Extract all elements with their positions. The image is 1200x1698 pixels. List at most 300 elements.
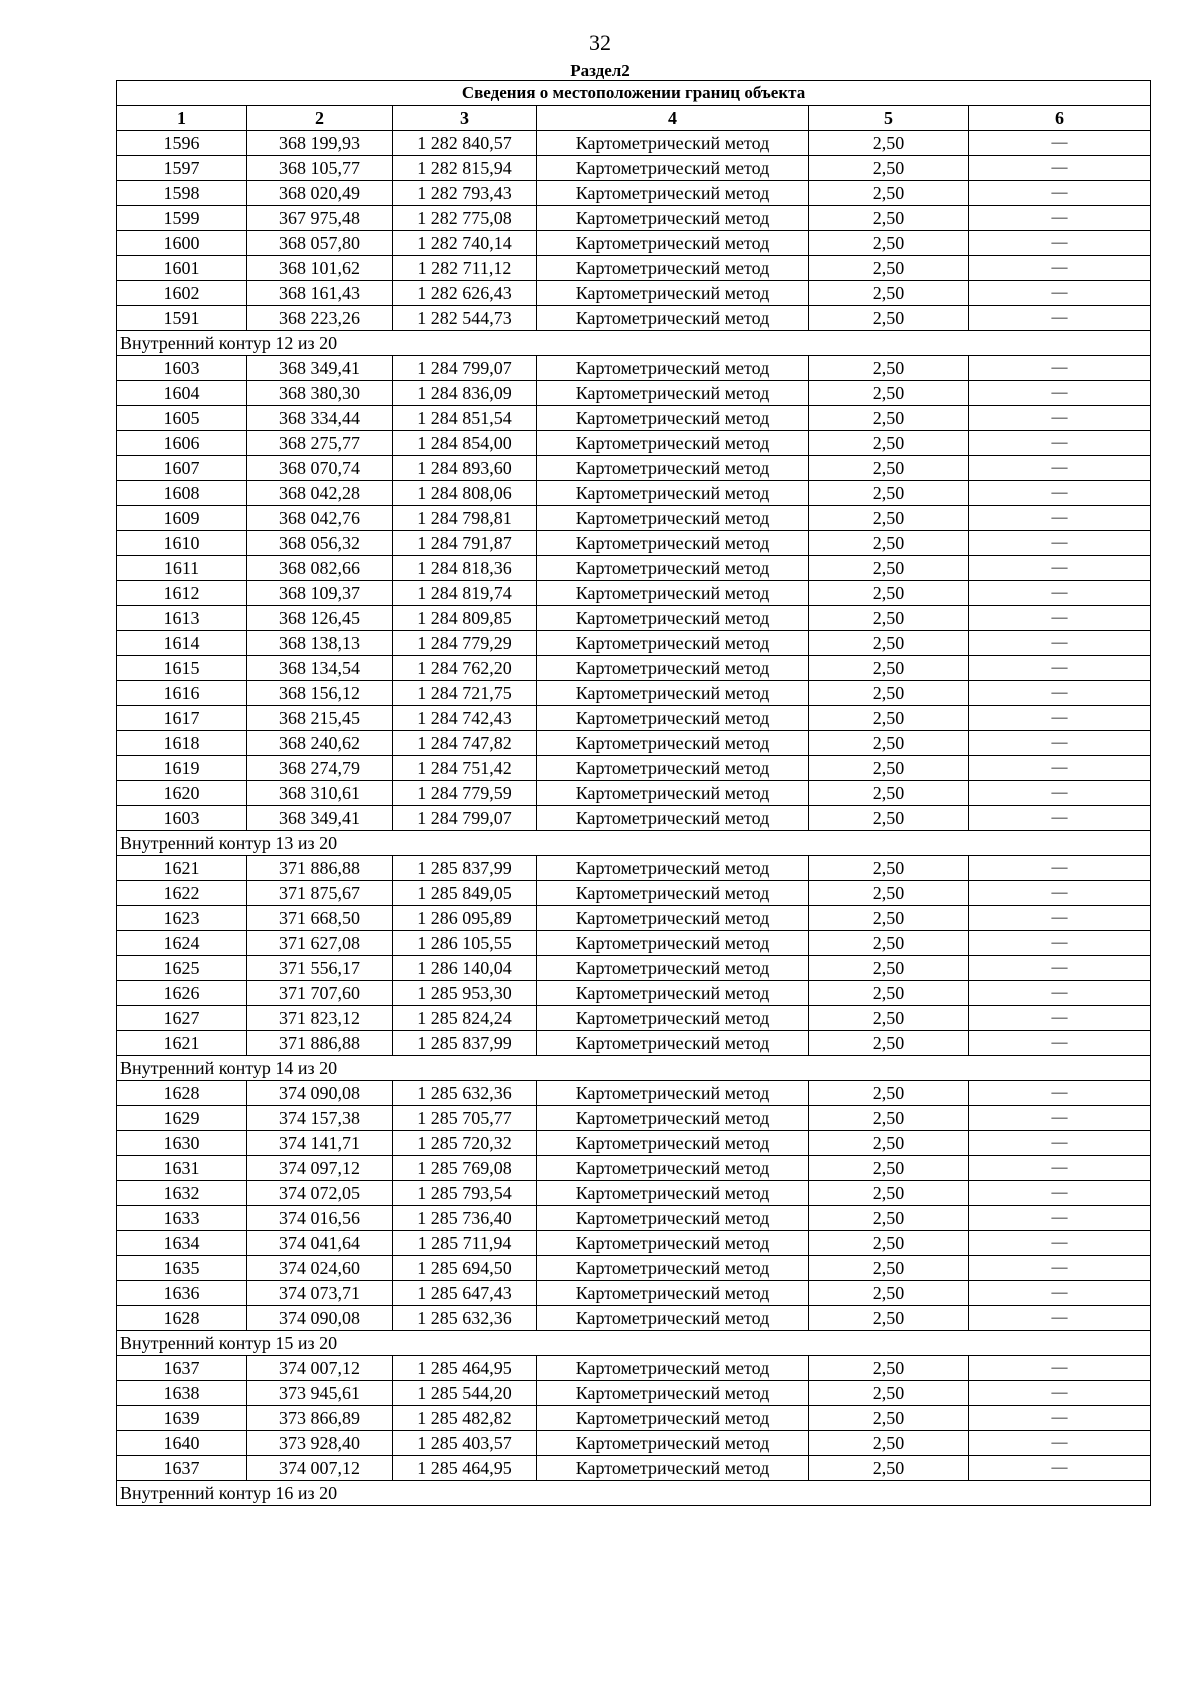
y-coordinate-cell: 1 284 779,59 bbox=[393, 781, 537, 806]
y-coordinate-cell: 1 284 779,29 bbox=[393, 631, 537, 656]
method-cell: Картометрический метод bbox=[537, 1006, 809, 1031]
table-row bbox=[117, 481, 1151, 506]
accuracy-cell: 2,50 bbox=[809, 656, 969, 681]
boundary-table bbox=[116, 80, 1151, 1506]
accuracy-cell: 2,50 bbox=[809, 456, 969, 481]
accuracy-cell: 2,50 bbox=[809, 981, 969, 1006]
note-cell: — bbox=[969, 381, 1151, 406]
note-cell: — bbox=[969, 856, 1151, 881]
method-cell: Картометрический метод bbox=[537, 131, 809, 156]
x-coordinate-cell: 368 109,37 bbox=[247, 581, 393, 606]
accuracy-cell: 2,50 bbox=[809, 631, 969, 656]
note-cell: — bbox=[969, 1306, 1151, 1331]
table-row bbox=[117, 856, 1151, 881]
accuracy-cell: 2,50 bbox=[809, 1006, 969, 1031]
contour-label: Внутренний контур 16 из 20 bbox=[117, 1481, 1151, 1506]
contour-row bbox=[117, 831, 1151, 856]
table-caption-row bbox=[117, 81, 1151, 106]
accuracy-cell: 2,50 bbox=[809, 281, 969, 306]
y-coordinate-cell: 1 286 140,04 bbox=[393, 956, 537, 981]
accuracy-cell: 2,50 bbox=[809, 931, 969, 956]
y-coordinate-cell: 1 284 893,60 bbox=[393, 456, 537, 481]
point-number-cell: 1620 bbox=[117, 781, 247, 806]
accuracy-cell: 2,50 bbox=[809, 506, 969, 531]
note-cell: — bbox=[969, 581, 1151, 606]
note-cell: — bbox=[969, 1406, 1151, 1431]
point-number-cell: 1608 bbox=[117, 481, 247, 506]
table-row bbox=[117, 1256, 1151, 1281]
note-cell: — bbox=[969, 206, 1151, 231]
method-cell: Картометрический метод bbox=[537, 781, 809, 806]
point-number-cell: 1607 bbox=[117, 456, 247, 481]
column-header: 2 bbox=[247, 106, 393, 131]
method-cell: Картометрический метод bbox=[537, 1306, 809, 1331]
note-cell: — bbox=[969, 456, 1151, 481]
y-coordinate-cell: 1 284 742,43 bbox=[393, 706, 537, 731]
note-cell: — bbox=[969, 131, 1151, 156]
table-row bbox=[117, 1106, 1151, 1131]
point-number-cell: 1626 bbox=[117, 981, 247, 1006]
y-coordinate-cell: 1 284 721,75 bbox=[393, 681, 537, 706]
y-coordinate-cell: 1 282 793,43 bbox=[393, 181, 537, 206]
table-row bbox=[117, 881, 1151, 906]
note-cell: — bbox=[969, 606, 1151, 631]
point-number-cell: 1621 bbox=[117, 856, 247, 881]
table-row bbox=[117, 731, 1151, 756]
accuracy-cell: 2,50 bbox=[809, 956, 969, 981]
note-cell: — bbox=[969, 231, 1151, 256]
method-cell: Картометрический метод bbox=[537, 306, 809, 331]
table-row bbox=[117, 206, 1151, 231]
table-row bbox=[117, 131, 1151, 156]
method-cell: Картометрический метод bbox=[537, 531, 809, 556]
accuracy-cell: 2,50 bbox=[809, 756, 969, 781]
contour-label: Внутренний контур 14 из 20 bbox=[117, 1056, 1151, 1081]
x-coordinate-cell: 368 042,28 bbox=[247, 481, 393, 506]
accuracy-cell: 2,50 bbox=[809, 706, 969, 731]
y-coordinate-cell: 1 285 849,05 bbox=[393, 881, 537, 906]
x-coordinate-cell: 373 945,61 bbox=[247, 1381, 393, 1406]
y-coordinate-cell: 1 285 793,54 bbox=[393, 1181, 537, 1206]
accuracy-cell: 2,50 bbox=[809, 406, 969, 431]
method-cell: Картометрический метод bbox=[537, 231, 809, 256]
method-cell: Картометрический метод bbox=[537, 1356, 809, 1381]
accuracy-cell: 2,50 bbox=[809, 256, 969, 281]
accuracy-cell: 2,50 bbox=[809, 806, 969, 831]
y-coordinate-cell: 1 284 851,54 bbox=[393, 406, 537, 431]
table-row bbox=[117, 1231, 1151, 1256]
x-coordinate-cell: 371 875,67 bbox=[247, 881, 393, 906]
point-number-cell: 1612 bbox=[117, 581, 247, 606]
table-row bbox=[117, 1156, 1151, 1181]
y-coordinate-cell: 1 285 736,40 bbox=[393, 1206, 537, 1231]
method-cell: Картометрический метод bbox=[537, 1431, 809, 1456]
note-cell: — bbox=[969, 906, 1151, 931]
point-number-cell: 1613 bbox=[117, 606, 247, 631]
method-cell: Картометрический метод bbox=[537, 706, 809, 731]
accuracy-cell: 2,50 bbox=[809, 1031, 969, 1056]
method-cell: Картометрический метод bbox=[537, 756, 809, 781]
note-cell: — bbox=[969, 631, 1151, 656]
method-cell: Картометрический метод bbox=[537, 981, 809, 1006]
point-number-cell: 1609 bbox=[117, 506, 247, 531]
y-coordinate-cell: 1 284 747,82 bbox=[393, 731, 537, 756]
point-number-cell: 1623 bbox=[117, 906, 247, 931]
contour-row bbox=[117, 1481, 1151, 1506]
x-coordinate-cell: 368 070,74 bbox=[247, 456, 393, 481]
accuracy-cell: 2,50 bbox=[809, 1381, 969, 1406]
accuracy-cell: 2,50 bbox=[809, 1406, 969, 1431]
table-row bbox=[117, 1456, 1151, 1481]
point-number-cell: 1606 bbox=[117, 431, 247, 456]
note-cell: — bbox=[969, 506, 1151, 531]
accuracy-cell: 2,50 bbox=[809, 1306, 969, 1331]
y-coordinate-cell: 1 282 740,14 bbox=[393, 231, 537, 256]
method-cell: Картометрический метод bbox=[537, 1031, 809, 1056]
x-coordinate-cell: 374 041,64 bbox=[247, 1231, 393, 1256]
point-number-cell: 1616 bbox=[117, 681, 247, 706]
method-cell: Картометрический метод bbox=[537, 606, 809, 631]
note-cell: — bbox=[969, 1156, 1151, 1181]
x-coordinate-cell: 371 707,60 bbox=[247, 981, 393, 1006]
accuracy-cell: 2,50 bbox=[809, 1456, 969, 1481]
accuracy-cell: 2,50 bbox=[809, 206, 969, 231]
point-number-cell: 1591 bbox=[117, 306, 247, 331]
accuracy-cell: 2,50 bbox=[809, 481, 969, 506]
method-cell: Картометрический метод bbox=[537, 556, 809, 581]
accuracy-cell: 2,50 bbox=[809, 581, 969, 606]
table-row bbox=[117, 1006, 1151, 1031]
table-row bbox=[117, 281, 1151, 306]
accuracy-cell: 2,50 bbox=[809, 306, 969, 331]
point-number-cell: 1621 bbox=[117, 1031, 247, 1056]
table-row bbox=[117, 1381, 1151, 1406]
table-header-row bbox=[117, 106, 1151, 131]
accuracy-cell: 2,50 bbox=[809, 731, 969, 756]
point-number-cell: 1603 bbox=[117, 356, 247, 381]
table-row bbox=[117, 1081, 1151, 1106]
y-coordinate-cell: 1 282 775,08 bbox=[393, 206, 537, 231]
note-cell: — bbox=[969, 731, 1151, 756]
point-number-cell: 1604 bbox=[117, 381, 247, 406]
contour-label: Внутренний контур 15 из 20 bbox=[117, 1331, 1151, 1356]
point-number-cell: 1605 bbox=[117, 406, 247, 431]
y-coordinate-cell: 1 285 705,77 bbox=[393, 1106, 537, 1131]
accuracy-cell: 2,50 bbox=[809, 906, 969, 931]
accuracy-cell: 2,50 bbox=[809, 606, 969, 631]
note-cell: — bbox=[969, 881, 1151, 906]
x-coordinate-cell: 374 073,71 bbox=[247, 1281, 393, 1306]
x-coordinate-cell: 374 090,08 bbox=[247, 1306, 393, 1331]
method-cell: Картометрический метод bbox=[537, 806, 809, 831]
point-number-cell: 1611 bbox=[117, 556, 247, 581]
method-cell: Картометрический метод bbox=[537, 1156, 809, 1181]
method-cell: Картометрический метод bbox=[537, 681, 809, 706]
point-number-cell: 1638 bbox=[117, 1381, 247, 1406]
note-cell: — bbox=[969, 1181, 1151, 1206]
x-coordinate-cell: 367 975,48 bbox=[247, 206, 393, 231]
note-cell: — bbox=[969, 531, 1151, 556]
table-row bbox=[117, 1356, 1151, 1381]
point-number-cell: 1602 bbox=[117, 281, 247, 306]
table-row bbox=[117, 231, 1151, 256]
column-header: 3 bbox=[393, 106, 537, 131]
x-coordinate-cell: 368 020,49 bbox=[247, 181, 393, 206]
note-cell: — bbox=[969, 406, 1151, 431]
y-coordinate-cell: 1 284 836,09 bbox=[393, 381, 537, 406]
x-coordinate-cell: 368 134,54 bbox=[247, 656, 393, 681]
x-coordinate-cell: 368 223,26 bbox=[247, 306, 393, 331]
x-coordinate-cell: 368 057,80 bbox=[247, 231, 393, 256]
point-number-cell: 1601 bbox=[117, 256, 247, 281]
contour-row bbox=[117, 1331, 1151, 1356]
table-row bbox=[117, 381, 1151, 406]
method-cell: Картометрический метод bbox=[537, 1106, 809, 1131]
contour-row bbox=[117, 1056, 1151, 1081]
method-cell: Картометрический метод bbox=[537, 631, 809, 656]
point-number-cell: 1632 bbox=[117, 1181, 247, 1206]
accuracy-cell: 2,50 bbox=[809, 1431, 969, 1456]
point-number-cell: 1598 bbox=[117, 181, 247, 206]
table-row bbox=[117, 956, 1151, 981]
method-cell: Картометрический метод bbox=[537, 1256, 809, 1281]
y-coordinate-cell: 1 285 632,36 bbox=[393, 1306, 537, 1331]
y-coordinate-cell: 1 285 720,32 bbox=[393, 1131, 537, 1156]
note-cell: — bbox=[969, 1081, 1151, 1106]
method-cell: Картометрический метод bbox=[537, 356, 809, 381]
note-cell: — bbox=[969, 1106, 1151, 1131]
accuracy-cell: 2,50 bbox=[809, 881, 969, 906]
point-number-cell: 1615 bbox=[117, 656, 247, 681]
accuracy-cell: 2,50 bbox=[809, 1256, 969, 1281]
table-row bbox=[117, 1281, 1151, 1306]
table-body bbox=[117, 131, 1151, 1506]
table-row bbox=[117, 456, 1151, 481]
table-row bbox=[117, 681, 1151, 706]
note-cell: — bbox=[969, 356, 1151, 381]
table-row bbox=[117, 556, 1151, 581]
point-number-cell: 1634 bbox=[117, 1231, 247, 1256]
table-row bbox=[117, 156, 1151, 181]
y-coordinate-cell: 1 285 837,99 bbox=[393, 1031, 537, 1056]
table-row bbox=[117, 1181, 1151, 1206]
accuracy-cell: 2,50 bbox=[809, 131, 969, 156]
y-coordinate-cell: 1 285 464,95 bbox=[393, 1456, 537, 1481]
table-row bbox=[117, 781, 1151, 806]
accuracy-cell: 2,50 bbox=[809, 781, 969, 806]
accuracy-cell: 2,50 bbox=[809, 381, 969, 406]
table-row bbox=[117, 1406, 1151, 1431]
accuracy-cell: 2,50 bbox=[809, 1281, 969, 1306]
y-coordinate-cell: 1 282 840,57 bbox=[393, 131, 537, 156]
note-cell: — bbox=[969, 306, 1151, 331]
x-coordinate-cell: 368 240,62 bbox=[247, 731, 393, 756]
table-row bbox=[117, 1031, 1151, 1056]
page-number: 32 bbox=[589, 30, 611, 55]
point-number-cell: 1603 bbox=[117, 806, 247, 831]
y-coordinate-cell: 1 284 809,85 bbox=[393, 606, 537, 631]
y-coordinate-cell: 1 285 769,08 bbox=[393, 1156, 537, 1181]
note-cell: — bbox=[969, 1131, 1151, 1156]
y-coordinate-cell: 1 285 711,94 bbox=[393, 1231, 537, 1256]
y-coordinate-cell: 1 284 751,42 bbox=[393, 756, 537, 781]
y-coordinate-cell: 1 282 544,73 bbox=[393, 306, 537, 331]
table-row bbox=[117, 1306, 1151, 1331]
point-number-cell: 1618 bbox=[117, 731, 247, 756]
x-coordinate-cell: 374 157,38 bbox=[247, 1106, 393, 1131]
method-cell: Картометрический метод bbox=[537, 506, 809, 531]
x-coordinate-cell: 368 199,93 bbox=[247, 131, 393, 156]
x-coordinate-cell: 371 823,12 bbox=[247, 1006, 393, 1031]
x-coordinate-cell: 368 310,61 bbox=[247, 781, 393, 806]
table-row bbox=[117, 756, 1151, 781]
note-cell: — bbox=[969, 756, 1151, 781]
x-coordinate-cell: 374 097,12 bbox=[247, 1156, 393, 1181]
table-caption: Сведения о местоположении границ объекта bbox=[117, 81, 1151, 106]
method-cell: Картометрический метод bbox=[537, 381, 809, 406]
note-cell: — bbox=[969, 481, 1151, 506]
point-number-cell: 1614 bbox=[117, 631, 247, 656]
y-coordinate-cell: 1 282 815,94 bbox=[393, 156, 537, 181]
accuracy-cell: 2,50 bbox=[809, 556, 969, 581]
column-header: 6 bbox=[969, 106, 1151, 131]
point-number-cell: 1619 bbox=[117, 756, 247, 781]
method-cell: Картометрический метод bbox=[537, 1456, 809, 1481]
y-coordinate-cell: 1 284 808,06 bbox=[393, 481, 537, 506]
table-row bbox=[117, 1131, 1151, 1156]
y-coordinate-cell: 1 284 854,00 bbox=[393, 431, 537, 456]
column-header: 5 bbox=[809, 106, 969, 131]
note-cell: — bbox=[969, 706, 1151, 731]
y-coordinate-cell: 1 285 694,50 bbox=[393, 1256, 537, 1281]
method-cell: Картометрический метод bbox=[537, 581, 809, 606]
accuracy-cell: 2,50 bbox=[809, 156, 969, 181]
accuracy-cell: 2,50 bbox=[809, 1156, 969, 1181]
y-coordinate-cell: 1 284 762,20 bbox=[393, 656, 537, 681]
y-coordinate-cell: 1 285 647,43 bbox=[393, 1281, 537, 1306]
note-cell: — bbox=[969, 1231, 1151, 1256]
table-row bbox=[117, 1206, 1151, 1231]
y-coordinate-cell: 1 285 837,99 bbox=[393, 856, 537, 881]
accuracy-cell: 2,50 bbox=[809, 1081, 969, 1106]
point-number-cell: 1637 bbox=[117, 1356, 247, 1381]
note-cell: — bbox=[969, 981, 1151, 1006]
x-coordinate-cell: 368 082,66 bbox=[247, 556, 393, 581]
table-row bbox=[117, 306, 1151, 331]
accuracy-cell: 2,50 bbox=[809, 431, 969, 456]
accuracy-cell: 2,50 bbox=[809, 231, 969, 256]
x-coordinate-cell: 371 627,08 bbox=[247, 931, 393, 956]
note-cell: — bbox=[969, 1381, 1151, 1406]
point-number-cell: 1596 bbox=[117, 131, 247, 156]
x-coordinate-cell: 368 042,76 bbox=[247, 506, 393, 531]
accuracy-cell: 2,50 bbox=[809, 1356, 969, 1381]
x-coordinate-cell: 368 215,45 bbox=[247, 706, 393, 731]
point-number-cell: 1630 bbox=[117, 1131, 247, 1156]
note-cell: — bbox=[969, 1281, 1151, 1306]
method-cell: Картометрический метод bbox=[537, 406, 809, 431]
note-cell: — bbox=[969, 431, 1151, 456]
table-row bbox=[117, 431, 1151, 456]
column-header: 1 bbox=[117, 106, 247, 131]
method-cell: Картометрический метод bbox=[537, 1181, 809, 1206]
method-cell: Картометрический метод bbox=[537, 1381, 809, 1406]
y-coordinate-cell: 1 286 095,89 bbox=[393, 906, 537, 931]
note-cell: — bbox=[969, 1256, 1151, 1281]
x-coordinate-cell: 374 090,08 bbox=[247, 1081, 393, 1106]
x-coordinate-cell: 368 126,45 bbox=[247, 606, 393, 631]
point-number-cell: 1639 bbox=[117, 1406, 247, 1431]
y-coordinate-cell: 1 285 953,30 bbox=[393, 981, 537, 1006]
point-number-cell: 1599 bbox=[117, 206, 247, 231]
method-cell: Картометрический метод bbox=[537, 881, 809, 906]
x-coordinate-cell: 368 334,44 bbox=[247, 406, 393, 431]
x-coordinate-cell: 368 138,13 bbox=[247, 631, 393, 656]
x-coordinate-cell: 371 668,50 bbox=[247, 906, 393, 931]
y-coordinate-cell: 1 285 824,24 bbox=[393, 1006, 537, 1031]
note-cell: — bbox=[969, 1431, 1151, 1456]
section-title: Раздел2 bbox=[570, 61, 630, 80]
x-coordinate-cell: 368 275,77 bbox=[247, 431, 393, 456]
method-cell: Картометрический метод bbox=[537, 206, 809, 231]
method-cell: Картометрический метод bbox=[537, 931, 809, 956]
note-cell: — bbox=[969, 1006, 1151, 1031]
method-cell: Картометрический метод bbox=[537, 906, 809, 931]
y-coordinate-cell: 1 282 711,12 bbox=[393, 256, 537, 281]
x-coordinate-cell: 374 007,12 bbox=[247, 1356, 393, 1381]
method-cell: Картометрический метод bbox=[537, 1131, 809, 1156]
x-coordinate-cell: 373 928,40 bbox=[247, 1431, 393, 1456]
note-cell: — bbox=[969, 931, 1151, 956]
method-cell: Картометрический метод bbox=[537, 1406, 809, 1431]
y-coordinate-cell: 1 284 798,81 bbox=[393, 506, 537, 531]
x-coordinate-cell: 371 556,17 bbox=[247, 956, 393, 981]
table-row bbox=[117, 256, 1151, 281]
contour-label: Внутренний контур 12 из 20 bbox=[117, 331, 1151, 356]
x-coordinate-cell: 368 161,43 bbox=[247, 281, 393, 306]
x-coordinate-cell: 368 349,41 bbox=[247, 356, 393, 381]
note-cell: — bbox=[969, 1206, 1151, 1231]
accuracy-cell: 2,50 bbox=[809, 1131, 969, 1156]
x-coordinate-cell: 374 024,60 bbox=[247, 1256, 393, 1281]
note-cell: — bbox=[969, 1031, 1151, 1056]
table-row bbox=[117, 606, 1151, 631]
y-coordinate-cell: 1 285 544,20 bbox=[393, 1381, 537, 1406]
method-cell: Картометрический метод bbox=[537, 1206, 809, 1231]
accuracy-cell: 2,50 bbox=[809, 531, 969, 556]
point-number-cell: 1636 bbox=[117, 1281, 247, 1306]
table-row bbox=[117, 406, 1151, 431]
method-cell: Картометрический метод bbox=[537, 431, 809, 456]
table-row bbox=[117, 1431, 1151, 1456]
method-cell: Картометрический метод bbox=[537, 956, 809, 981]
method-cell: Картометрический метод bbox=[537, 1081, 809, 1106]
note-cell: — bbox=[969, 956, 1151, 981]
table-row bbox=[117, 531, 1151, 556]
x-coordinate-cell: 368 156,12 bbox=[247, 681, 393, 706]
note-cell: — bbox=[969, 781, 1151, 806]
table-row bbox=[117, 181, 1151, 206]
x-coordinate-cell: 374 141,71 bbox=[247, 1131, 393, 1156]
accuracy-cell: 2,50 bbox=[809, 1181, 969, 1206]
point-number-cell: 1617 bbox=[117, 706, 247, 731]
x-coordinate-cell: 368 349,41 bbox=[247, 806, 393, 831]
contour-label: Внутренний контур 13 из 20 bbox=[117, 831, 1151, 856]
accuracy-cell: 2,50 bbox=[809, 1206, 969, 1231]
contour-row bbox=[117, 331, 1151, 356]
point-number-cell: 1640 bbox=[117, 1431, 247, 1456]
accuracy-cell: 2,50 bbox=[809, 1106, 969, 1131]
